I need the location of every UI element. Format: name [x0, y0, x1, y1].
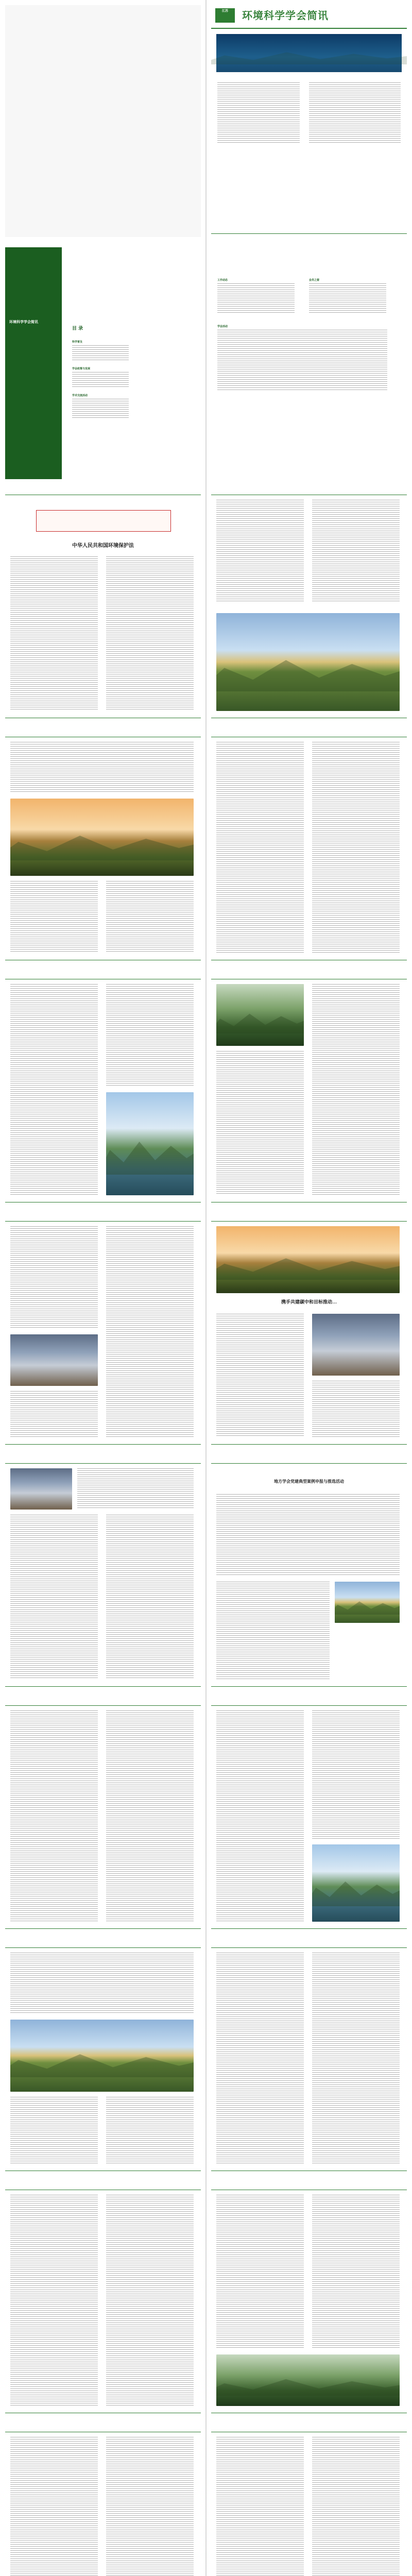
small-photo: [335, 1582, 400, 1623]
side-panel-title: 环境科学学会简讯: [9, 320, 38, 324]
running-head: [5, 1216, 201, 1222]
footer-rule: [5, 1928, 201, 1929]
cover-page: [211, 5, 407, 237]
toc-entries-4: [217, 283, 295, 314]
left-page-blank: [5, 5, 201, 237]
text-column-left: [10, 881, 98, 953]
spread-toc: [0, 242, 412, 484]
text-column-left-lower: [10, 1391, 98, 1437]
spine-fold: [205, 242, 207, 484]
page-15: [5, 1942, 201, 2174]
page-20: [211, 2427, 407, 2576]
masthead-tag: 江苏: [215, 8, 235, 23]
toc-right-page: [211, 247, 407, 479]
spine-fold: [205, 1453, 207, 1695]
page-4: [211, 489, 407, 721]
text-column-right: [312, 1953, 400, 2164]
footer-rule: [211, 1928, 407, 1929]
spread-6: [0, 1211, 412, 1453]
toc-entries-5: [309, 283, 386, 314]
page-9: [5, 1216, 201, 1448]
text-block: [216, 1494, 400, 1577]
spread-7: [0, 1453, 412, 1695]
page-12: [211, 1458, 407, 1690]
toc-entries-3: [72, 399, 129, 419]
spine-fold: [205, 484, 207, 726]
page-13: [5, 1700, 201, 1932]
toc-entries-6: [217, 330, 387, 392]
footer-rule: [5, 1686, 201, 1687]
text-block-top: [10, 1953, 194, 2014]
page-19: [5, 2427, 201, 2576]
page-10: [211, 1216, 407, 1448]
text-block-lower: [216, 1582, 330, 1680]
spread-9: [0, 1937, 412, 2179]
meeting-photo: [10, 1334, 98, 1386]
toc-heading-2: 学会政策与发展: [72, 367, 91, 370]
page-14: [211, 1700, 407, 1932]
sunset-photo: [10, 799, 194, 876]
spine-fold: [205, 2179, 207, 2421]
running-head: [211, 1942, 407, 1948]
masthead-band: [211, 5, 407, 29]
toc-heading-6: 学会活动: [217, 325, 228, 328]
text-column-left: [216, 1953, 304, 2164]
spine-fold: [205, 1211, 207, 1453]
cover-text-column-2: [309, 82, 401, 144]
spine-fold: [205, 726, 207, 969]
text-column-right: [312, 1710, 400, 1839]
spine-fold: [205, 1695, 207, 1937]
text-column-right: [312, 2437, 400, 2576]
text-column-right: [106, 1515, 194, 1680]
event-photo: [312, 1314, 400, 1376]
article-title: 地方学会党建典型案例申报与推选活动: [274, 1479, 344, 1484]
running-head: [5, 1700, 201, 1706]
spine-fold: [205, 969, 207, 1211]
page-6: [211, 732, 407, 963]
text-column-right: [106, 556, 194, 711]
page-17: [5, 2184, 201, 2416]
page-3: [5, 489, 201, 721]
text-column-right: [106, 984, 194, 1087]
text-column-right: [312, 2195, 400, 2349]
footer-rule: [211, 1444, 407, 1445]
text-column-right: [106, 1710, 194, 1922]
text-column-right: [106, 2437, 194, 2576]
text-column-left: [216, 2195, 304, 2349]
footer-rule: [5, 1444, 201, 1445]
running-head: [211, 2427, 407, 2432]
running-head: [211, 1458, 407, 1464]
lake-photo: [106, 1092, 194, 1195]
running-head: [211, 732, 407, 737]
text-column-left: [10, 1226, 98, 1329]
spread-cover: [0, 0, 412, 242]
text-column-left: [10, 1515, 98, 1680]
page-7: [5, 974, 201, 1206]
text-column-left: [216, 1051, 304, 1195]
running-head: [5, 489, 201, 495]
side-panel: [5, 247, 62, 479]
page-18: [211, 2184, 407, 2416]
running-head: [211, 489, 407, 495]
toc-heading-5: 会员之窗: [309, 279, 320, 282]
spine-fold: [205, 1937, 207, 2179]
running-head: [211, 2184, 407, 2190]
highlight-box: [36, 510, 171, 532]
running-head: [5, 732, 201, 737]
article-title: 携手共建碳中和目标推动…: [281, 1299, 337, 1304]
landscape-photo: [216, 613, 400, 711]
text-column-right: [312, 984, 400, 1195]
valley-photo: [10, 2020, 194, 2092]
text-column-left: [216, 1314, 304, 1437]
toc-entries-1: [72, 345, 129, 361]
footer-rule: [211, 1686, 407, 1687]
text-column-left: [216, 1710, 304, 1922]
running-head: [211, 974, 407, 979]
running-head: [5, 974, 201, 979]
text-column-left: [10, 984, 98, 1195]
cover-headline-photo: [216, 34, 402, 72]
forest-photo: [216, 984, 304, 1046]
text-column-left: [10, 556, 98, 711]
page-16: [211, 1942, 407, 2174]
page-5: [5, 732, 201, 963]
article-title: 中华人民共和国环境保护法: [72, 543, 134, 549]
title-photo: [216, 1226, 400, 1293]
running-head: [211, 1700, 407, 1706]
text-column-left: [216, 500, 304, 603]
text-column-left: [10, 2437, 98, 2576]
text-column-right: [312, 1381, 400, 1437]
text-block-top: [10, 742, 194, 793]
running-head: [5, 1458, 201, 1464]
masthead-title: 环境科学学会简讯: [242, 10, 329, 22]
lake-photo: [312, 1844, 400, 1922]
spread-4: [0, 726, 412, 969]
page-11: [5, 1458, 201, 1690]
page-8: [211, 974, 407, 1206]
cover-text-column-1: [217, 82, 300, 144]
toc-entries-2: [72, 372, 129, 387]
meeting-photo: [10, 1468, 72, 1510]
toc-left-page: [5, 247, 201, 479]
text-column-right: [106, 2097, 194, 2164]
text-column-right: [312, 500, 400, 603]
toc-heading-1: 科学普及: [72, 341, 83, 344]
toc-heading-3: 学术交流活动: [72, 394, 88, 397]
running-head: [211, 1216, 407, 1222]
spread-8: [0, 1695, 412, 1937]
text-column-right: [106, 881, 194, 953]
toc-heading-4: 工作动态: [217, 279, 228, 282]
running-head: [5, 1942, 201, 1948]
text-column-left: [10, 2195, 98, 2406]
text-column-right: [312, 742, 400, 953]
text-column-right: [106, 1226, 194, 1437]
running-head: [5, 2427, 201, 2432]
footer-rule: [211, 233, 407, 234]
text-column-left: [10, 2097, 98, 2164]
spine-fold: [205, 2421, 207, 2576]
spread-10: [0, 2179, 412, 2421]
spine-fold: [205, 0, 207, 242]
forest-photo: [216, 2354, 400, 2406]
text-column-left: [216, 742, 304, 953]
text-column-right: [106, 2195, 194, 2406]
toc-title: 目 录: [72, 326, 83, 331]
text-column-left: [10, 1710, 98, 1922]
spread-3: [0, 484, 412, 726]
text-block-top: [77, 1468, 194, 1510]
running-head: [5, 2184, 201, 2190]
text-column-left: [216, 2437, 304, 2576]
spread-11: [0, 2421, 412, 2576]
spread-5: [0, 969, 412, 1211]
